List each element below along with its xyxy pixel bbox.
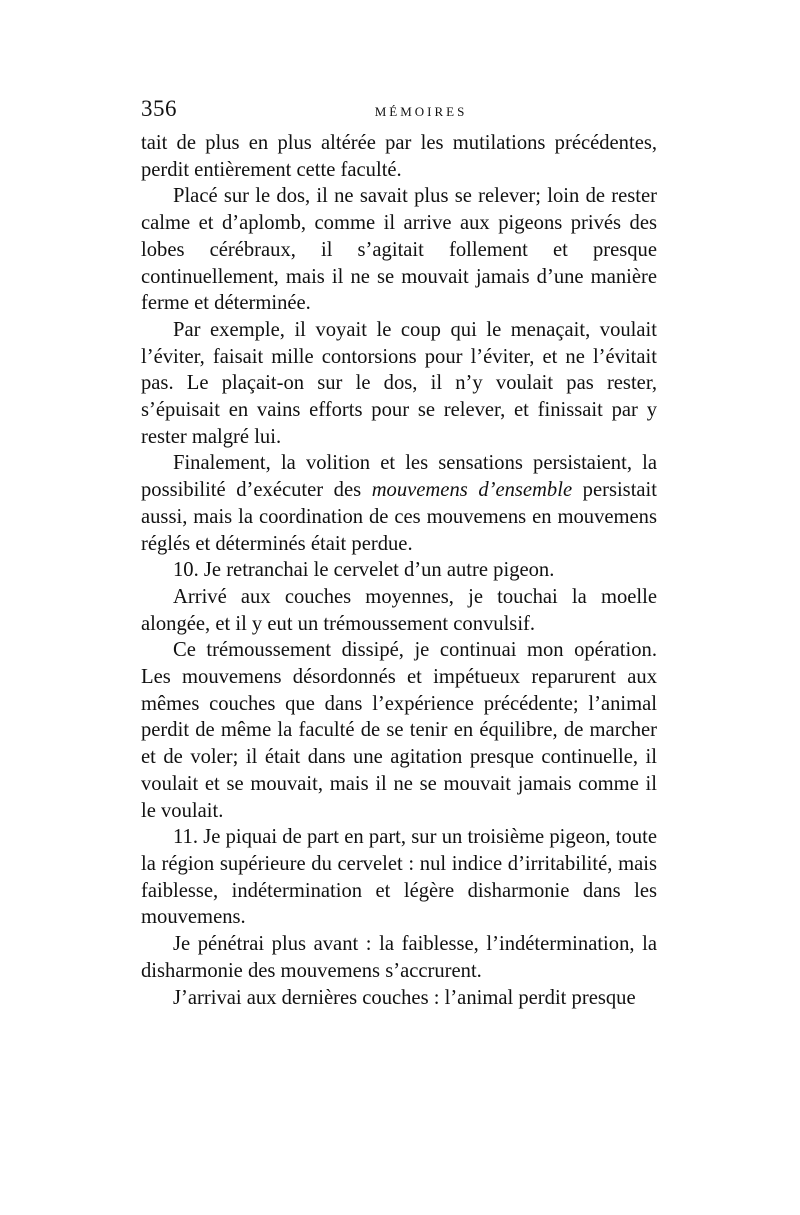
numbered-paragraph-11: 11. Je piquai de part en part, sur un troisième pigeon, toute la région supérieure du cervelet : nul indice d’irritabilité, mais faiblesse, indétermination et légère disharmonie dans les mouvemens. xyxy=(141,826,657,929)
book-page xyxy=(141,96,657,1011)
paragraph: Je pénétrai plus avant : la faiblesse, l’indétermination, la disharmonie des mouvemens s’accrurent. xyxy=(141,933,657,982)
running-head: MÉMOIRES xyxy=(374,104,468,119)
italic-phrase: mouvemens d’ensemble xyxy=(371,479,573,502)
paragraph: Placé sur le dos, il ne savait plus se relever; loin de rester calme et d’aplomb, comme il arrive aux pigeons privés des lobes cérébraux, il s’agitait follement et presque continuellement, mais il ne se mouvait jamais d’une manière ferme et déterminée. xyxy=(141,185,657,315)
paragraph-with-italic xyxy=(141,450,657,557)
paragraph: Ce trémoussement dissipé, je continuai mon opération. Les mouvemens désordonnés et impétueux reparurent aux mêmes couches que dans l’expérience précédente; l’animal perdit de même la faculté de se tenir en équilibre, de marcher et de voler; il était dans une agitation presque continuelle, il voulait et se mouvait, mais il ne se mouvait jamais comme il le voulait. xyxy=(141,639,657,822)
page-number: 356 xyxy=(141,96,177,121)
paragraph: Par exemple, il voyait le coup qui le menaçait, voulait l’éviter, faisait mille contorsions pour l’éviter, et ne l’évitait pas. Le plaçait-on sur le dos, il n’y voulait pas rester, s’épuisait en vains efforts pour se relever, et finissait par y rester malgré lui. xyxy=(141,318,657,448)
body-text xyxy=(141,130,657,1011)
paragraph-last-line: J’arrivai aux dernières couches : l’animal perdit presque xyxy=(173,986,636,1009)
paragraph: Arrivé aux couches moyennes, je touchai la moelle alongée, et il y eut un trémoussement convulsif. xyxy=(141,585,657,635)
page-header xyxy=(141,96,657,130)
paragraph-text: persistait aussi, mais la coordination de ces mouvemens en mouvemens réglés et déterminés était perdue. xyxy=(141,479,657,555)
numbered-paragraph-10: 10. Je retranchai le cervelet d’un autre pigeon. xyxy=(173,559,555,582)
paragraph-continuation: tait de plus en plus altérée par les mutilations précédentes, perdit entièrement cette faculté. xyxy=(141,132,657,181)
paragraph-text: Finalement, la volition et les sensations persistaient, la possibilité d’exécuter des xyxy=(141,452,657,502)
